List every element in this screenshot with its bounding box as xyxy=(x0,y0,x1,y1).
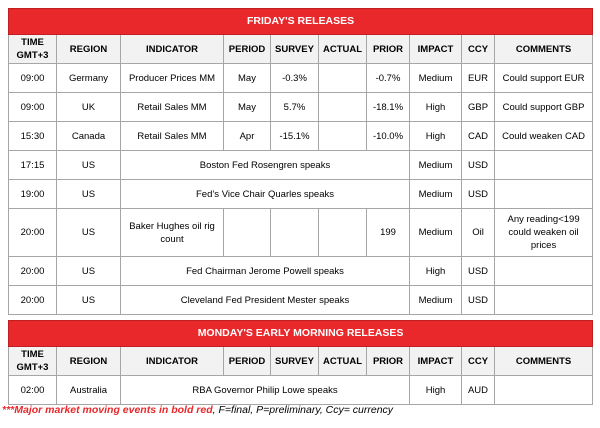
header-actual: ACTUAL xyxy=(319,347,367,376)
cell-time: 17:15 xyxy=(9,151,57,180)
cell-region: US xyxy=(57,180,121,209)
cell-event: Cleveland Fed President Mester speaks xyxy=(121,286,410,315)
cell-event: Fed’s Vice Chair Quarles speaks xyxy=(121,180,410,209)
cell-ccy: USD xyxy=(462,151,495,180)
table-row xyxy=(9,257,593,286)
cell-actual xyxy=(319,209,367,257)
cell-region: US xyxy=(57,209,121,257)
cell-comments xyxy=(495,180,593,209)
cell-region: Canada xyxy=(57,122,121,151)
cell-impact: Medium xyxy=(410,151,462,180)
cell-survey: -15.1% xyxy=(271,122,319,151)
table-row xyxy=(9,64,593,93)
cell-ccy: EUR xyxy=(462,64,495,93)
footnote-legend: , F=final, P=preliminary, Ccy= currency xyxy=(212,404,394,416)
cell-comments: Could support GBP xyxy=(495,93,593,122)
cell-time: 20:00 xyxy=(9,209,57,257)
cell-region: US xyxy=(57,286,121,315)
table-row xyxy=(9,180,593,209)
table-row xyxy=(9,151,593,180)
cell-comments xyxy=(495,376,593,405)
cell-ccy: Oil xyxy=(462,209,495,257)
cell-ccy: USD xyxy=(462,257,495,286)
cell-indicator: Retail Sales MM xyxy=(121,122,224,151)
cell-indicator: Retail Sales MM xyxy=(121,93,224,122)
cell-actual xyxy=(319,64,367,93)
friday-header-row xyxy=(9,35,593,64)
table-row xyxy=(9,209,593,257)
cell-ccy: CAD xyxy=(462,122,495,151)
header-period: PERIOD xyxy=(224,347,271,376)
cell-indicator: Baker Hughes oil rig count xyxy=(121,209,224,257)
header-survey: SURVEY xyxy=(271,347,319,376)
header-time: TIME GMT+3 xyxy=(9,35,57,64)
cell-ccy: USD xyxy=(462,286,495,315)
cell-comments: Any reading<199 could weaken oil prices xyxy=(495,209,593,257)
cell-impact: Medium xyxy=(410,209,462,257)
header-region: REGION xyxy=(57,347,121,376)
cell-period: May xyxy=(224,93,271,122)
cell-time: 20:00 xyxy=(9,286,57,315)
cell-time: 09:00 xyxy=(9,93,57,122)
header-survey: SURVEY xyxy=(271,35,319,64)
cell-ccy: USD xyxy=(462,180,495,209)
cell-survey xyxy=(271,209,319,257)
cell-region: US xyxy=(57,257,121,286)
header-comments: COMMENTS xyxy=(495,35,593,64)
header-region: REGION xyxy=(57,35,121,64)
cell-prior: -10.0% xyxy=(367,122,410,151)
header-prior: PRIOR xyxy=(367,347,410,376)
cell-period xyxy=(224,209,271,257)
cell-event: Boston Fed Rosengren speaks xyxy=(121,151,410,180)
footnote-highlight: ***Major market moving events in bold red xyxy=(2,404,213,416)
cell-indicator: Producer Prices MM xyxy=(121,64,224,93)
cell-event: Fed Chairman Jerome Powell speaks xyxy=(121,257,410,286)
cell-region: UK xyxy=(57,93,121,122)
table-row xyxy=(9,376,593,405)
cell-event: RBA Governor Philip Lowe speaks xyxy=(121,376,410,405)
economic-calendar xyxy=(8,8,592,405)
cell-time: 09:00 xyxy=(9,64,57,93)
cell-comments: Could weaken CAD xyxy=(495,122,593,151)
header-time: TIME GMT+3 xyxy=(9,347,57,376)
footnote xyxy=(2,404,393,416)
cell-comments xyxy=(495,257,593,286)
cell-impact: High xyxy=(410,122,462,151)
cell-prior: 199 xyxy=(367,209,410,257)
cell-ccy: GBP xyxy=(462,93,495,122)
cell-time: 02:00 xyxy=(9,376,57,405)
cell-prior: -18.1% xyxy=(367,93,410,122)
cell-period: Apr xyxy=(224,122,271,151)
cell-impact: Medium xyxy=(410,180,462,209)
monday-header-row xyxy=(9,347,593,376)
table-row xyxy=(9,122,593,151)
header-ccy: CCY xyxy=(462,35,495,64)
cell-survey: 5.7% xyxy=(271,93,319,122)
table-row xyxy=(9,93,593,122)
header-impact: IMPACT xyxy=(410,35,462,64)
cell-period: May xyxy=(224,64,271,93)
cell-impact: High xyxy=(410,257,462,286)
cell-time: 15:30 xyxy=(9,122,57,151)
cell-survey: -0.3% xyxy=(271,64,319,93)
cell-region: Germany xyxy=(57,64,121,93)
cell-region: US xyxy=(57,151,121,180)
cell-ccy: AUD xyxy=(462,376,495,405)
table-row xyxy=(9,286,593,315)
cell-impact: High xyxy=(410,376,462,405)
header-indicator: INDICATOR xyxy=(121,35,224,64)
header-ccy: CCY xyxy=(462,347,495,376)
calendar-table xyxy=(8,8,593,405)
cell-comments xyxy=(495,151,593,180)
header-period: PERIOD xyxy=(224,35,271,64)
header-impact: IMPACT xyxy=(410,347,462,376)
header-prior: PRIOR xyxy=(367,35,410,64)
cell-comments: Could support EUR xyxy=(495,64,593,93)
cell-actual xyxy=(319,122,367,151)
header-actual: ACTUAL xyxy=(319,35,367,64)
monday-banner: MONDAY'S EARLY MORNING RELEASES xyxy=(9,321,593,347)
cell-region: Australia xyxy=(57,376,121,405)
cell-time: 20:00 xyxy=(9,257,57,286)
friday-banner: FRIDAY'S RELEASES xyxy=(9,9,593,35)
cell-impact: Medium xyxy=(410,64,462,93)
cell-actual xyxy=(319,93,367,122)
header-comments: COMMENTS xyxy=(495,347,593,376)
header-indicator: INDICATOR xyxy=(121,347,224,376)
cell-impact: High xyxy=(410,93,462,122)
cell-impact: Medium xyxy=(410,286,462,315)
cell-comments xyxy=(495,286,593,315)
cell-prior: -0.7% xyxy=(367,64,410,93)
cell-time: 19:00 xyxy=(9,180,57,209)
